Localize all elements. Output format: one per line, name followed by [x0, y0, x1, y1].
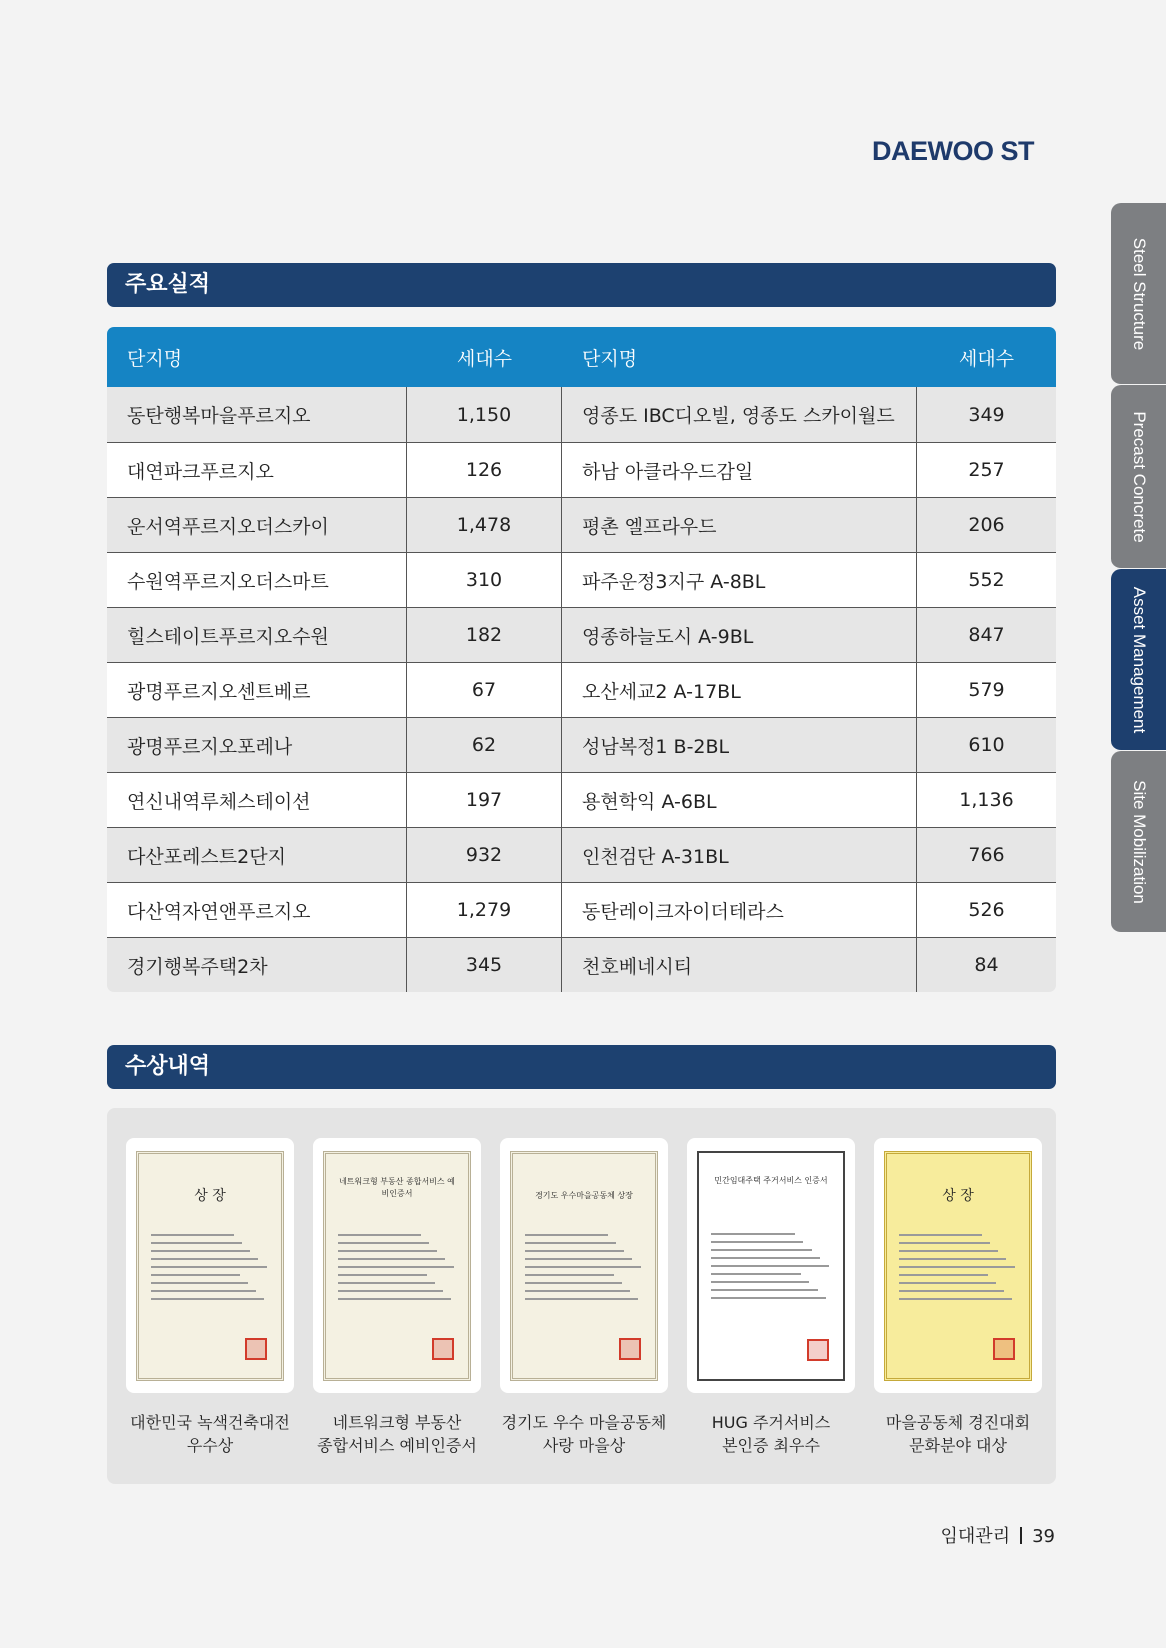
- award-certificate-image: [687, 1138, 855, 1393]
- cell-households: 1,478: [407, 498, 562, 552]
- certificate: [136, 1151, 284, 1381]
- cell-complex-name: 광명푸르지오센트베르: [107, 663, 407, 717]
- cell-complex-name: 연신내역루체스테이션: [107, 773, 407, 827]
- cell-households: 67: [407, 663, 562, 717]
- certificate-title: 경기도 우수마을공동체 상장: [535, 1190, 633, 1200]
- side-tab-site-mobilization[interactable]: [1111, 751, 1166, 933]
- table-row: [107, 827, 1056, 882]
- certificate-text-lines: [899, 1234, 1017, 1306]
- table-body: [107, 387, 1056, 992]
- cell-complex-name: 운서역푸르지오더스카이: [107, 498, 407, 552]
- award-caption-line: 대한민국 녹색건축대전: [130, 1413, 290, 1432]
- certificate: [884, 1151, 1032, 1381]
- cell-households: 126: [407, 443, 562, 497]
- header-households: 세대수: [958, 347, 1015, 370]
- cell-complex-name: 평촌 엘프라우드: [562, 498, 917, 552]
- certificate-title: 상 장: [194, 1187, 226, 1204]
- award-caption-line: 종합서비스 예비인증서: [317, 1436, 477, 1455]
- certificate: [323, 1151, 471, 1381]
- table-row: [107, 882, 1056, 937]
- award-item: [313, 1138, 481, 1457]
- seal-stamp: [807, 1339, 829, 1361]
- cell-households: 182: [407, 608, 562, 662]
- cell-households: 257: [968, 459, 1005, 481]
- header-complex-name: 단지명: [582, 347, 638, 370]
- cell-complex-name: 천호베네시티: [562, 938, 917, 992]
- cell-complex-name: 파주운정3지구 A-8BL: [562, 553, 917, 607]
- side-tab-precast-concrete[interactable]: [1111, 385, 1166, 569]
- cell-complex-name: 성남복정1 B-2BL: [562, 718, 917, 772]
- cell-households: 932: [407, 828, 562, 882]
- footer-section: 임대관리: [940, 1526, 1011, 1547]
- award-item: [687, 1138, 855, 1457]
- side-tab-label: Asset Management: [1130, 586, 1149, 733]
- header-households: 세대수: [456, 347, 513, 370]
- award-caption-line: 네트워크형 부동산: [332, 1413, 462, 1432]
- certificate: [510, 1151, 658, 1381]
- table-row: [107, 772, 1056, 827]
- table-row: [107, 552, 1056, 607]
- certificate-text-lines: [151, 1234, 269, 1306]
- award-caption-line: 문화분야 대상: [909, 1436, 1007, 1455]
- award-caption-line: 우수상: [186, 1436, 234, 1455]
- page-footer: [941, 1522, 1055, 1548]
- side-tab-label: Site Mobilization: [1130, 779, 1149, 904]
- cell-households: 579: [968, 679, 1005, 701]
- cell-households: 310: [407, 553, 562, 607]
- cell-households: 1,136: [959, 789, 1014, 811]
- table-row: [107, 442, 1056, 497]
- cell-complex-name: 다산역자연앤푸르지오: [107, 883, 407, 937]
- award-caption: [853, 1411, 1063, 1457]
- cell-households: 62: [407, 718, 562, 772]
- award-caption: [105, 1411, 315, 1457]
- cell-households: 847: [968, 624, 1005, 646]
- cell-complex-name: 오산세교2 A-17BL: [562, 663, 917, 717]
- award-caption-line: 마을공동체 경진대회: [885, 1413, 1031, 1432]
- cell-households: 197: [407, 773, 562, 827]
- table-header: [107, 327, 1056, 387]
- table-row: [107, 387, 1056, 442]
- table-row: [107, 497, 1056, 552]
- performance-table: [107, 327, 1056, 992]
- cell-households: 345: [407, 938, 562, 992]
- award-item: [874, 1138, 1042, 1457]
- cell-households: 84: [974, 954, 999, 976]
- cell-households: 1,150: [407, 387, 562, 442]
- brand-logo: DAEWOO ST: [872, 136, 1034, 166]
- award-item: [126, 1138, 294, 1457]
- certificate-text-lines: [525, 1234, 643, 1306]
- award-certificate-image: [874, 1138, 1042, 1393]
- cell-households: 766: [968, 844, 1005, 866]
- table-row: [107, 607, 1056, 662]
- seal-stamp: [993, 1338, 1015, 1360]
- seal-stamp: [245, 1338, 267, 1360]
- footer-divider: [1020, 1527, 1022, 1544]
- table-row: [107, 717, 1056, 772]
- side-tab-label: Precast Concrete: [1130, 410, 1149, 543]
- table-row: [107, 937, 1056, 992]
- side-tab-label: Steel Structure: [1130, 237, 1149, 350]
- awards-panel: [107, 1108, 1056, 1484]
- cell-complex-name: 광명푸르지오포레나: [107, 718, 407, 772]
- cell-households: 206: [968, 514, 1005, 536]
- certificate-text-lines: [338, 1234, 456, 1306]
- award-certificate-image: [313, 1138, 481, 1393]
- cell-complex-name: 영종하늘도시 A-9BL: [562, 608, 917, 662]
- cell-complex-name: 용현학익 A-6BL: [562, 773, 917, 827]
- seal-stamp: [432, 1338, 454, 1360]
- side-tab-asset-management[interactable]: [1111, 569, 1166, 751]
- certificate-title: 상 장: [942, 1187, 974, 1204]
- cell-complex-name: 인천검단 A-31BL: [562, 828, 917, 882]
- award-caption-line: 경기도 우수 마을공동체: [501, 1413, 667, 1432]
- cell-complex-name: 수원역푸르지오더스마트: [107, 553, 407, 607]
- seal-stamp: [619, 1338, 641, 1360]
- cell-complex-name: 대연파크푸르지오: [107, 443, 407, 497]
- certificate-title: 네트워크형 부동산 종합서비스 예비인증서: [339, 1176, 455, 1198]
- cell-households: 349: [968, 403, 1005, 426]
- cell-complex-name: 경기행복주택2차: [107, 938, 407, 992]
- award-caption: [666, 1411, 876, 1457]
- header-complex-name: 단지명: [127, 347, 183, 370]
- award-caption: [479, 1411, 689, 1457]
- cell-complex-name: 동탄레이크자이더테라스: [562, 883, 917, 937]
- cell-complex-name: 다산포레스트2단지: [107, 828, 407, 882]
- certificate-title: 민간임대주택 주거서비스 인증서: [714, 1175, 828, 1185]
- award-caption-line: HUG 주거서비스: [711, 1413, 831, 1432]
- award-caption: [292, 1411, 502, 1457]
- award-caption-line: 사랑 마을상: [542, 1436, 626, 1455]
- award-caption-line: 본인증 최우수: [722, 1436, 820, 1455]
- section-title-performance: 주요실적: [107, 263, 1056, 307]
- cell-complex-name: 동탄행복마을푸르지오: [107, 387, 407, 442]
- certificate-text-lines: [711, 1233, 831, 1305]
- cell-households: 552: [968, 569, 1005, 591]
- table-row: [107, 662, 1056, 717]
- award-certificate-image: [500, 1138, 668, 1393]
- award-item: [500, 1138, 668, 1457]
- cell-households: 1,279: [407, 883, 562, 937]
- cell-households: 526: [968, 899, 1005, 921]
- side-tab-steel-structure[interactable]: [1111, 203, 1166, 385]
- page-number: 39: [1032, 1526, 1055, 1547]
- cell-complex-name: 힐스테이트푸르지오수원: [107, 608, 407, 662]
- section-title-awards: 수상내역: [107, 1045, 1056, 1089]
- cell-complex-name: 영종도 IBC디오빌, 영종도 스카이월드: [562, 387, 917, 442]
- certificate: [697, 1151, 845, 1381]
- award-certificate-image: [126, 1138, 294, 1393]
- cell-households: 610: [968, 734, 1005, 756]
- cell-complex-name: 하남 아클라우드감일: [562, 443, 917, 497]
